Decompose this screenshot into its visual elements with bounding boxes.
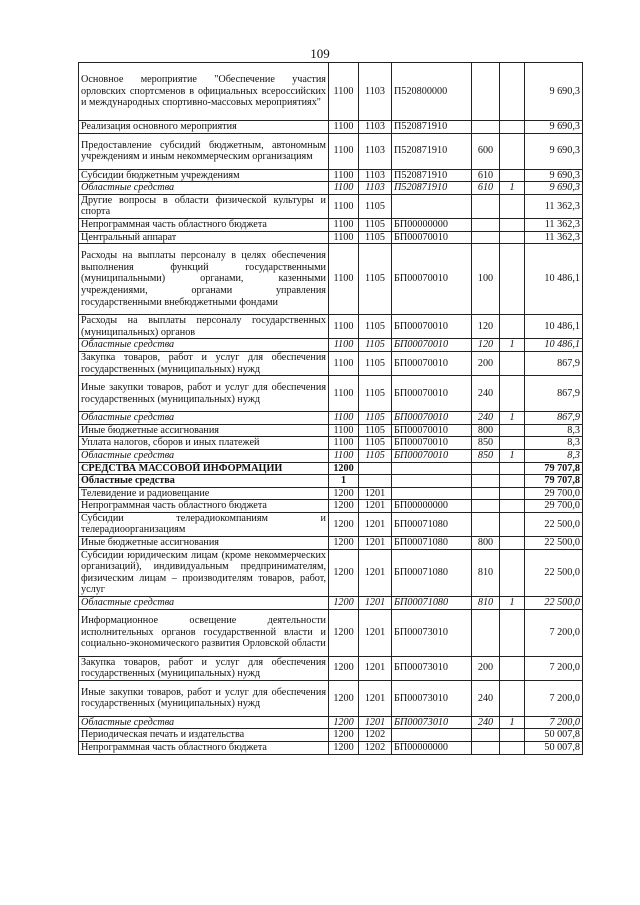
row-name-cell: Субсидии юридическим лицам (кроме некоммерческих организаций), индивидуальным предпринимателям, физическим лицам – производителям товаров, работ, услуг <box>79 549 329 596</box>
row-amount-cell: 9 690,3 <box>525 133 583 169</box>
row-subsection-cell: 1103 <box>359 182 392 195</box>
table-row <box>79 121 583 134</box>
row-name-cell: Реализация основного мероприятия <box>79 121 329 134</box>
row-subsection-cell: 1201 <box>359 609 392 656</box>
row-target-article-cell: БП00000000 <box>392 742 472 755</box>
row-amount-cell: 79 707,8 <box>525 475 583 488</box>
table-row <box>79 133 583 169</box>
row-target-article-cell: БП00073010 <box>392 656 472 680</box>
row-funding-source-cell <box>500 512 525 536</box>
row-funding-source-cell <box>500 656 525 680</box>
row-expense-type-cell <box>472 512 500 536</box>
row-name-cell: Непрограммная часть областного бюджета <box>79 218 329 231</box>
row-target-article-cell <box>392 475 472 488</box>
row-section-cell: 1200 <box>329 680 359 716</box>
budget-table-body <box>79 63 583 755</box>
row-amount-cell: 29 700,0 <box>525 487 583 500</box>
row-section-cell: 1200 <box>329 549 359 596</box>
row-funding-source-cell <box>500 729 525 742</box>
row-section-cell: 1100 <box>329 121 359 134</box>
row-section-cell: 1100 <box>329 437 359 450</box>
row-name-cell: Непрограммная часть областного бюджета <box>79 500 329 513</box>
table-row <box>79 549 583 596</box>
row-target-article-cell: БП00070010 <box>392 437 472 450</box>
row-subsection-cell: 1103 <box>359 169 392 182</box>
row-name-cell: Субсидии бюджетным учреждениям <box>79 169 329 182</box>
row-section-cell: 1200 <box>329 742 359 755</box>
row-funding-source-cell <box>500 487 525 500</box>
row-section-cell: 1100 <box>329 218 359 231</box>
row-section-cell: 1200 <box>329 537 359 550</box>
row-funding-source-cell <box>500 437 525 450</box>
row-amount-cell: 9 690,3 <box>525 182 583 195</box>
row-expense-type-cell <box>472 475 500 488</box>
row-funding-source-cell <box>500 315 525 339</box>
row-funding-source-cell <box>500 549 525 596</box>
row-funding-source-cell <box>500 475 525 488</box>
row-funding-source-cell: 1 <box>500 182 525 195</box>
row-expense-type-cell: 800 <box>472 424 500 437</box>
row-funding-source-cell <box>500 680 525 716</box>
row-target-article-cell: БП00070010 <box>392 351 472 375</box>
row-section-cell: 1100 <box>329 315 359 339</box>
row-funding-source-cell <box>500 537 525 550</box>
row-name-cell: СРЕДСТВА МАССОВОЙ ИНФОРМАЦИИ <box>79 462 329 475</box>
row-section-cell: 1100 <box>329 412 359 425</box>
row-name-cell: Областные средства <box>79 449 329 462</box>
row-funding-source-cell <box>500 231 525 244</box>
row-expense-type-cell <box>472 742 500 755</box>
row-section-cell: 1100 <box>329 231 359 244</box>
row-amount-cell: 22 500,0 <box>525 597 583 610</box>
row-funding-source-cell <box>500 742 525 755</box>
table-row <box>79 729 583 742</box>
row-funding-source-cell <box>500 244 525 315</box>
row-name-cell: Уплата налогов, сборов и иных платежей <box>79 437 329 450</box>
budget-table <box>78 62 583 755</box>
row-funding-source-cell <box>500 169 525 182</box>
row-name-cell: Расходы на выплаты персоналу государственных (муниципальных) органов <box>79 315 329 339</box>
row-target-article-cell <box>392 487 472 500</box>
row-name-cell: Иные бюджетные ассигнования <box>79 537 329 550</box>
row-amount-cell: 50 007,8 <box>525 742 583 755</box>
row-target-article-cell: БП00071080 <box>392 512 472 536</box>
row-subsection-cell: 1201 <box>359 537 392 550</box>
row-section-cell: 1200 <box>329 656 359 680</box>
row-subsection-cell: 1103 <box>359 63 392 121</box>
row-funding-source-cell: 1 <box>500 412 525 425</box>
row-target-article-cell: БП00070010 <box>392 412 472 425</box>
table-row <box>79 351 583 375</box>
row-subsection-cell: 1105 <box>359 231 392 244</box>
row-amount-cell: 7 200,0 <box>525 609 583 656</box>
row-name-cell: Областные средства <box>79 475 329 488</box>
row-name-cell: Периодическая печать и издательства <box>79 729 329 742</box>
row-expense-type-cell <box>472 487 500 500</box>
row-name-cell: Областные средства <box>79 182 329 195</box>
row-target-article-cell: БП00070010 <box>392 449 472 462</box>
row-subsection-cell: 1105 <box>359 351 392 375</box>
row-expense-type-cell: 610 <box>472 182 500 195</box>
table-row <box>79 512 583 536</box>
row-subsection-cell: 1201 <box>359 549 392 596</box>
row-funding-source-cell <box>500 462 525 475</box>
table-row <box>79 169 583 182</box>
row-section-cell: 1100 <box>329 424 359 437</box>
row-amount-cell: 10 486,1 <box>525 339 583 352</box>
row-section-cell: 1200 <box>329 500 359 513</box>
table-row <box>79 63 583 121</box>
table-row <box>79 597 583 610</box>
row-amount-cell: 9 690,3 <box>525 169 583 182</box>
row-expense-type-cell: 200 <box>472 351 500 375</box>
row-target-article-cell: БП00000000 <box>392 500 472 513</box>
row-section-cell: 1100 <box>329 351 359 375</box>
row-target-article-cell <box>392 194 472 218</box>
row-amount-cell: 8,3 <box>525 424 583 437</box>
row-expense-type-cell: 600 <box>472 133 500 169</box>
row-expense-type-cell <box>472 194 500 218</box>
row-amount-cell: 11 362,3 <box>525 231 583 244</box>
row-amount-cell: 7 200,0 <box>525 656 583 680</box>
row-section-cell: 1100 <box>329 133 359 169</box>
table-row <box>79 412 583 425</box>
row-section-cell: 1100 <box>329 169 359 182</box>
row-funding-source-cell <box>500 218 525 231</box>
row-funding-source-cell <box>500 376 525 412</box>
table-row <box>79 231 583 244</box>
table-row <box>79 487 583 500</box>
row-target-article-cell: БП00073010 <box>392 680 472 716</box>
row-subsection-cell: 1202 <box>359 729 392 742</box>
row-section-cell: 1200 <box>329 597 359 610</box>
row-section-cell: 1100 <box>329 449 359 462</box>
row-funding-source-cell: 1 <box>500 449 525 462</box>
row-expense-type-cell <box>472 462 500 475</box>
table-row <box>79 315 583 339</box>
table-row <box>79 475 583 488</box>
row-expense-type-cell: 240 <box>472 412 500 425</box>
row-expense-type-cell: 810 <box>472 597 500 610</box>
row-subsection-cell <box>359 462 392 475</box>
row-target-article-cell: БП00071080 <box>392 549 472 596</box>
row-section-cell: 1100 <box>329 376 359 412</box>
row-name-cell: Субсидии телерадиокомпаниям и телерадиоорганизациям <box>79 512 329 536</box>
row-subsection-cell: 1105 <box>359 437 392 450</box>
row-funding-source-cell: 1 <box>500 339 525 352</box>
row-name-cell: Информационное освещение деятельности исполнительных органов государственной власти и социально-экономического развития Орловской области <box>79 609 329 656</box>
table-row <box>79 244 583 315</box>
row-amount-cell: 22 500,0 <box>525 537 583 550</box>
row-subsection-cell: 1105 <box>359 376 392 412</box>
table-row <box>79 680 583 716</box>
row-subsection-cell: 1105 <box>359 194 392 218</box>
row-name-cell: Областные средства <box>79 339 329 352</box>
row-name-cell: Закупка товаров, работ и услуг для обеспечения государственных (муниципальных) нужд <box>79 656 329 680</box>
row-funding-source-cell <box>500 194 525 218</box>
row-subsection-cell: 1103 <box>359 121 392 134</box>
row-subsection-cell: 1201 <box>359 500 392 513</box>
table-row <box>79 656 583 680</box>
row-section-cell: 1200 <box>329 609 359 656</box>
row-target-article-cell: БП00070010 <box>392 339 472 352</box>
row-expense-type-cell <box>472 729 500 742</box>
row-target-article-cell: П520871910 <box>392 169 472 182</box>
row-subsection-cell <box>359 475 392 488</box>
row-expense-type-cell: 100 <box>472 244 500 315</box>
row-subsection-cell: 1202 <box>359 742 392 755</box>
table-row <box>79 437 583 450</box>
row-name-cell: Областные средства <box>79 597 329 610</box>
row-target-article-cell: БП00070010 <box>392 376 472 412</box>
row-expense-type-cell: 850 <box>472 449 500 462</box>
row-funding-source-cell <box>500 351 525 375</box>
row-section-cell: 1200 <box>329 487 359 500</box>
row-name-cell: Областные средства <box>79 412 329 425</box>
row-target-article-cell: БП00073010 <box>392 716 472 729</box>
row-section-cell: 1200 <box>329 716 359 729</box>
row-subsection-cell: 1105 <box>359 412 392 425</box>
row-subsection-cell: 1105 <box>359 449 392 462</box>
row-target-article-cell: БП00000000 <box>392 218 472 231</box>
row-name-cell: Непрограммная часть областного бюджета <box>79 742 329 755</box>
row-amount-cell: 867,9 <box>525 376 583 412</box>
row-expense-type-cell: 200 <box>472 656 500 680</box>
table-row <box>79 716 583 729</box>
row-expense-type-cell: 810 <box>472 549 500 596</box>
table-row <box>79 339 583 352</box>
row-expense-type-cell <box>472 609 500 656</box>
row-section-cell: 1100 <box>329 194 359 218</box>
row-name-cell: Телевидение и радиовещание <box>79 487 329 500</box>
row-subsection-cell: 1105 <box>359 315 392 339</box>
row-section-cell: 1200 <box>329 512 359 536</box>
row-target-article-cell: БП00073010 <box>392 609 472 656</box>
row-amount-cell: 10 486,1 <box>525 244 583 315</box>
row-subsection-cell: 1105 <box>359 244 392 315</box>
row-funding-source-cell <box>500 133 525 169</box>
row-name-cell: Закупка товаров, работ и услуг для обеспечения государственных (муниципальных) нужд <box>79 351 329 375</box>
table-row <box>79 537 583 550</box>
row-expense-type-cell: 850 <box>472 437 500 450</box>
row-expense-type-cell: 800 <box>472 537 500 550</box>
row-section-cell: 1200 <box>329 729 359 742</box>
table-row <box>79 500 583 513</box>
row-section-cell: 1 <box>329 475 359 488</box>
row-name-cell: Областные средства <box>79 716 329 729</box>
table-row <box>79 376 583 412</box>
row-name-cell: Другие вопросы в области физической культуры и спорта <box>79 194 329 218</box>
row-subsection-cell: 1201 <box>359 680 392 716</box>
row-expense-type-cell: 240 <box>472 680 500 716</box>
row-expense-type-cell: 240 <box>472 376 500 412</box>
row-expense-type-cell: 610 <box>472 169 500 182</box>
table-row <box>79 742 583 755</box>
row-target-article-cell: П520800000 <box>392 63 472 121</box>
row-subsection-cell: 1103 <box>359 133 392 169</box>
row-target-article-cell: БП00070010 <box>392 315 472 339</box>
row-amount-cell: 29 700,0 <box>525 500 583 513</box>
table-row <box>79 182 583 195</box>
row-amount-cell: 11 362,3 <box>525 194 583 218</box>
row-amount-cell: 11 362,3 <box>525 218 583 231</box>
page-number: 109 <box>310 46 330 61</box>
row-target-article-cell: П520871910 <box>392 121 472 134</box>
row-name-cell: Центральный аппарат <box>79 231 329 244</box>
row-funding-source-cell: 1 <box>500 716 525 729</box>
row-target-article-cell: БП00070010 <box>392 424 472 437</box>
row-amount-cell: 7 200,0 <box>525 716 583 729</box>
row-name-cell: Основное мероприятие "Обеспечение участия орловских спортсменов в официальных всероссийских и международных спортивно-массовых мероприятиях" <box>79 63 329 121</box>
table-row <box>79 609 583 656</box>
row-amount-cell: 22 500,0 <box>525 512 583 536</box>
row-amount-cell: 10 486,1 <box>525 315 583 339</box>
row-funding-source-cell <box>500 121 525 134</box>
row-funding-source-cell <box>500 424 525 437</box>
row-subsection-cell: 1105 <box>359 339 392 352</box>
row-target-article-cell: БП00071080 <box>392 597 472 610</box>
row-amount-cell: 22 500,0 <box>525 549 583 596</box>
table-row <box>79 424 583 437</box>
table-row <box>79 462 583 475</box>
row-amount-cell: 7 200,0 <box>525 680 583 716</box>
row-amount-cell: 867,9 <box>525 412 583 425</box>
table-row <box>79 194 583 218</box>
row-funding-source-cell <box>500 609 525 656</box>
row-amount-cell: 79 707,8 <box>525 462 583 475</box>
row-subsection-cell: 1201 <box>359 597 392 610</box>
row-amount-cell: 50 007,8 <box>525 729 583 742</box>
row-subsection-cell: 1105 <box>359 424 392 437</box>
row-target-article-cell: БП00071080 <box>392 537 472 550</box>
row-expense-type-cell: 120 <box>472 339 500 352</box>
row-section-cell: 1100 <box>329 244 359 315</box>
row-expense-type-cell <box>472 231 500 244</box>
table-row <box>79 218 583 231</box>
row-name-cell: Иные закупки товаров, работ и услуг для обеспечения государственных (муниципальных) нужд <box>79 376 329 412</box>
row-name-cell: Расходы на выплаты персоналу в целях обеспечения выполнения функций государственными (муниципальными) органами, казенными учреждениями, органами управления государственными внебюджетными фондами <box>79 244 329 315</box>
row-expense-type-cell: 240 <box>472 716 500 729</box>
row-target-article-cell <box>392 729 472 742</box>
row-name-cell: Иные бюджетные ассигнования <box>79 424 329 437</box>
row-expense-type-cell <box>472 63 500 121</box>
row-name-cell: Предоставление субсидий бюджетным, автономным учреждениям и иным некоммерческим организациям <box>79 133 329 169</box>
row-amount-cell: 8,3 <box>525 449 583 462</box>
row-target-article-cell: БП00070010 <box>392 244 472 315</box>
row-expense-type-cell <box>472 218 500 231</box>
row-subsection-cell: 1201 <box>359 716 392 729</box>
row-amount-cell: 9 690,3 <box>525 63 583 121</box>
row-amount-cell: 8,3 <box>525 437 583 450</box>
row-funding-source-cell <box>500 63 525 121</box>
row-section-cell: 1100 <box>329 339 359 352</box>
row-funding-source-cell: 1 <box>500 597 525 610</box>
row-funding-source-cell <box>500 500 525 513</box>
row-target-article-cell <box>392 462 472 475</box>
row-section-cell: 1200 <box>329 462 359 475</box>
row-expense-type-cell <box>472 500 500 513</box>
table-row <box>79 449 583 462</box>
row-subsection-cell: 1201 <box>359 487 392 500</box>
row-subsection-cell: 1201 <box>359 512 392 536</box>
row-section-cell: 1100 <box>329 182 359 195</box>
row-target-article-cell: БП00070010 <box>392 231 472 244</box>
row-target-article-cell: П520871910 <box>392 182 472 195</box>
row-expense-type-cell: 120 <box>472 315 500 339</box>
row-subsection-cell: 1201 <box>359 656 392 680</box>
row-subsection-cell: 1105 <box>359 218 392 231</box>
row-target-article-cell: П520871910 <box>392 133 472 169</box>
row-section-cell: 1100 <box>329 63 359 121</box>
row-expense-type-cell <box>472 121 500 134</box>
row-name-cell: Иные закупки товаров, работ и услуг для обеспечения государственных (муниципальных) нужд <box>79 680 329 716</box>
row-amount-cell: 867,9 <box>525 351 583 375</box>
row-amount-cell: 9 690,3 <box>525 121 583 134</box>
